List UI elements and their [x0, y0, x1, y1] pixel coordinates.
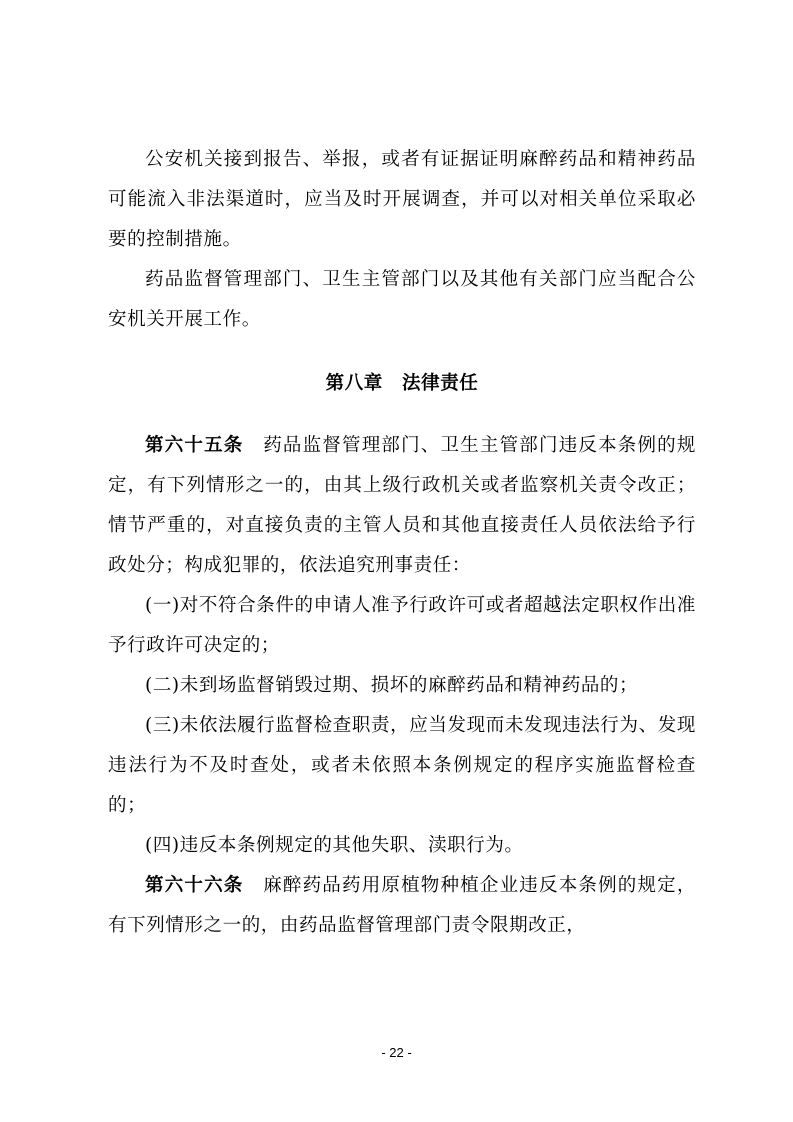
article-65-item-2: (二)未到场监督销毁过期、损坏的麻醉药品和精神药品的； — [145, 675, 639, 696]
article-65-title: 第六十五条 — [145, 435, 244, 456]
article-66 — [108, 866, 696, 946]
article-65-item-3: (三)未依法履行监督检查职责，应当发现而未发现违法行为、发现违法行为不及时查处，或者未依照本条例规定的程序实施监督检查的； — [108, 715, 696, 816]
article-66-title: 第六十六条 — [145, 875, 244, 896]
paragraph-police-investigation: 公安机关接到报告、举报，或者有证据证明麻醉药品和精神药品可能流入非法渠道时，应当及时开展调查，并可以对相关单位采取必要的控制措施。 — [108, 149, 696, 250]
page-number: - 22 - — [381, 1045, 412, 1060]
article-66-text: 麻醉药品药用原植物种植企业违反本条例的规定，有下列情形之一的，由药品监督管理部门责令限期改正， — [108, 875, 696, 936]
article-65-item-4: (四)违反本条例规定的其他失职、渎职行为。 — [145, 835, 524, 856]
article-65 — [108, 426, 696, 586]
chapter-title: 第八章 法律责任 — [325, 373, 479, 394]
document-body — [108, 140, 696, 946]
article-65-item-1: (一)对不符合条件的申请人准予行政许可或者超越法定职权作出准予行政许可决定的； — [108, 595, 696, 656]
paragraph-departments-cooperate: 药品监督管理部门、卫生主管部门以及其他有关部门应当配合公安机关开展工作。 — [108, 269, 696, 330]
article-65-text: 药品监督管理部门、卫生主管部门违反本条例的规定，有下列情形之一的，由其上级行政机关或者监察机关责令改正；情节严重的，对直接负责的主管人员和其他直接责任人员依法给予行政处分；构成犯罪的，依法追究刑事责任： — [108, 435, 696, 576]
